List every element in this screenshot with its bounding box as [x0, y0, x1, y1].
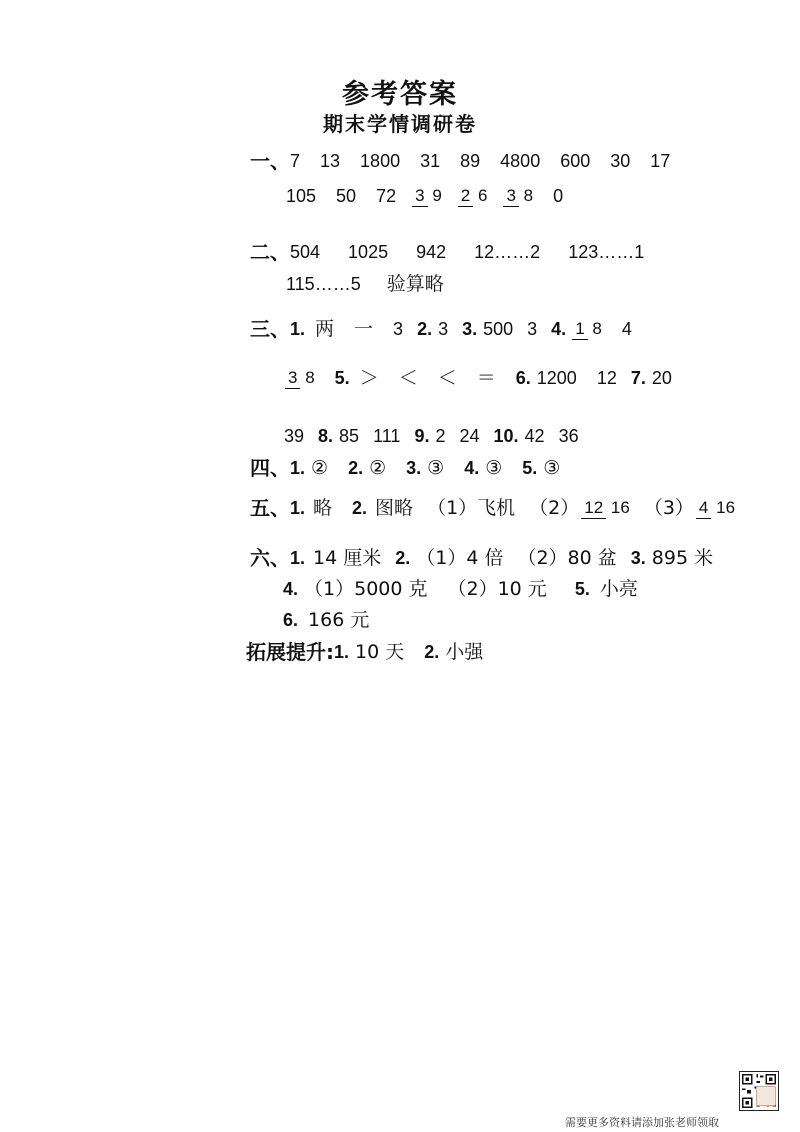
- question-number: 4.: [551, 319, 567, 339]
- question-number: 1.: [334, 642, 350, 662]
- fraction-numerator: 3: [503, 186, 518, 207]
- extension-line: [246, 640, 483, 664]
- answer-text: 小强: [445, 641, 484, 663]
- sub-answer: （2）10 元: [447, 578, 547, 600]
- question-number: 2.: [348, 458, 364, 478]
- answer-value: 50: [336, 186, 357, 206]
- answer-text: 两: [315, 318, 335, 340]
- question-number: 3.: [630, 548, 646, 568]
- answer-value: 24: [459, 426, 480, 446]
- answer-value: 115……5: [286, 274, 361, 294]
- fraction: [572, 319, 602, 339]
- answer-value: 1025: [348, 242, 389, 262]
- section-6-line-2: [283, 577, 638, 601]
- answer-text: 14 厘米: [313, 547, 382, 569]
- answer-value: 4800: [500, 151, 541, 171]
- answer-value: 3: [393, 319, 404, 339]
- answer-value: 4: [621, 319, 632, 339]
- answer-value: 31: [420, 151, 441, 171]
- fraction: [696, 498, 735, 518]
- question-number: 4.: [283, 579, 299, 599]
- fraction-denominator: 8: [305, 368, 315, 387]
- fraction: [285, 368, 315, 388]
- answer-choice: ③: [427, 457, 445, 479]
- fraction: [581, 498, 630, 518]
- section-2-line-1: [250, 240, 644, 264]
- section-3-line-3: [284, 424, 579, 448]
- answer-value: 36: [558, 426, 579, 446]
- section-3-line-1: [250, 317, 632, 341]
- sub-answer: （2）80 盆: [517, 547, 617, 569]
- answer-choice: ③: [543, 457, 561, 479]
- fraction-denominator: 16: [610, 498, 630, 517]
- question-number: 5.: [574, 579, 590, 599]
- answer-value: 3: [527, 319, 538, 339]
- answer-text: 验算略: [386, 273, 444, 295]
- answer-text: 小亮: [599, 578, 638, 600]
- answer-value: 123……1: [568, 242, 645, 262]
- question-number: 9.: [414, 426, 430, 446]
- section-2-label: 二、: [250, 240, 290, 264]
- question-number: 2.: [417, 319, 433, 339]
- answer-value: 942: [416, 242, 447, 262]
- fraction-denominator: 6: [477, 186, 488, 205]
- page-subtitle: 期末学情调研卷: [323, 112, 477, 136]
- answer-choice: ②: [369, 457, 387, 479]
- sub-answer-label: （3）: [643, 497, 694, 519]
- question-number: 10.: [493, 426, 519, 446]
- answer-text: 略: [313, 497, 333, 519]
- fraction-denominator: 8: [592, 319, 602, 338]
- question-number: 1.: [290, 548, 306, 568]
- section-6-line-1: [250, 546, 713, 570]
- section-4-line: [250, 456, 560, 480]
- question-number: 2.: [424, 642, 440, 662]
- section-3-label: 三、: [250, 317, 290, 341]
- answer-symbol: ＞: [359, 367, 379, 389]
- answer-value: 1200: [536, 368, 577, 388]
- answer-value: 7: [290, 151, 301, 171]
- question-number: 8.: [318, 426, 334, 446]
- fraction-numerator: 3: [285, 368, 300, 389]
- fraction-numerator: 3: [412, 186, 427, 207]
- page-title: 参考答案: [342, 79, 458, 110]
- fraction-numerator: 1: [572, 319, 587, 340]
- section-5-label: 五、: [250, 496, 290, 520]
- answer-value: 20: [651, 368, 672, 388]
- answer-value: 111: [373, 426, 401, 446]
- question-number: 1.: [290, 458, 306, 478]
- answer-symbol: ＝: [476, 367, 496, 389]
- answer-value: 17: [650, 151, 671, 171]
- answer-value: 85: [339, 426, 360, 446]
- answer-value: 0: [553, 186, 564, 206]
- question-number: 6.: [283, 610, 299, 630]
- question-number: 7.: [630, 368, 646, 388]
- section-4-label: 四、: [250, 456, 290, 480]
- extension-label: 拓展提升:: [246, 640, 334, 664]
- answer-value: 89: [460, 151, 481, 171]
- answer-value: 12……2: [474, 242, 541, 262]
- question-number: 3.: [406, 458, 422, 478]
- fraction-numerator: 4: [696, 498, 711, 519]
- section-1-label: 一、: [250, 149, 290, 173]
- answer-value: 2: [435, 426, 446, 446]
- answer-value: 72: [376, 186, 397, 206]
- answer-value: 500: [483, 319, 514, 339]
- fraction-numerator: 2: [458, 186, 473, 207]
- answer-value: 39: [284, 426, 305, 446]
- answer-value: 105: [286, 186, 317, 206]
- section-2-line-2: [286, 272, 444, 296]
- question-number: 3.: [462, 319, 478, 339]
- section-3-line-2: [283, 366, 672, 390]
- sub-answer: （1）4 倍: [416, 547, 504, 569]
- answer-value: 3: [438, 319, 449, 339]
- fraction-denominator: 9: [432, 186, 442, 205]
- answer-choice: ③: [485, 457, 503, 479]
- question-number: 2.: [395, 548, 411, 568]
- answer-text: 10 天: [355, 641, 405, 663]
- section-5-line: [250, 496, 737, 520]
- answer-text: 895 米: [651, 547, 714, 569]
- answer-value: 600: [560, 151, 591, 171]
- question-number: 6.: [515, 368, 531, 388]
- sub-answer-label: （2）: [529, 497, 580, 519]
- question-number: 2.: [352, 498, 368, 518]
- question-number: 1.: [290, 498, 306, 518]
- question-number: 5.: [334, 368, 350, 388]
- fraction-numerator: 12: [581, 498, 606, 519]
- answer-text: 图略: [375, 497, 414, 519]
- fraction-denominator: 16: [716, 498, 736, 517]
- answer-value: 1800: [360, 151, 401, 171]
- answer-value: 42: [524, 426, 545, 446]
- fraction: [503, 186, 533, 206]
- answer-value: 30: [610, 151, 631, 171]
- answer-choice: ②: [311, 457, 329, 479]
- section-1-line-1: [250, 149, 670, 173]
- section-1-line-2: [286, 184, 563, 208]
- fraction-denominator: 8: [523, 186, 534, 205]
- avatar-icon: [756, 1086, 776, 1106]
- answer-symbol: ＜: [437, 367, 457, 389]
- section-6-label: 六、: [250, 546, 290, 570]
- question-number: 4.: [464, 458, 480, 478]
- fraction: [458, 186, 488, 206]
- answer-value: 12: [596, 368, 617, 388]
- answer-symbol: ＜: [398, 367, 418, 389]
- footer-note: 需要更多资料请添加张老师领取: [565, 1116, 719, 1129]
- answer-text: 一: [354, 318, 374, 340]
- question-number: 5.: [522, 458, 538, 478]
- question-number: 1.: [290, 319, 306, 339]
- section-6-line-3: [283, 608, 369, 632]
- answer-value: 13: [320, 151, 341, 171]
- fraction: [412, 186, 442, 206]
- sub-answer: （1）5000 克: [304, 578, 428, 600]
- answer-text: 166 元: [308, 609, 370, 631]
- answer-value: 504: [290, 242, 321, 262]
- sub-answer: （1）飞机: [427, 497, 516, 519]
